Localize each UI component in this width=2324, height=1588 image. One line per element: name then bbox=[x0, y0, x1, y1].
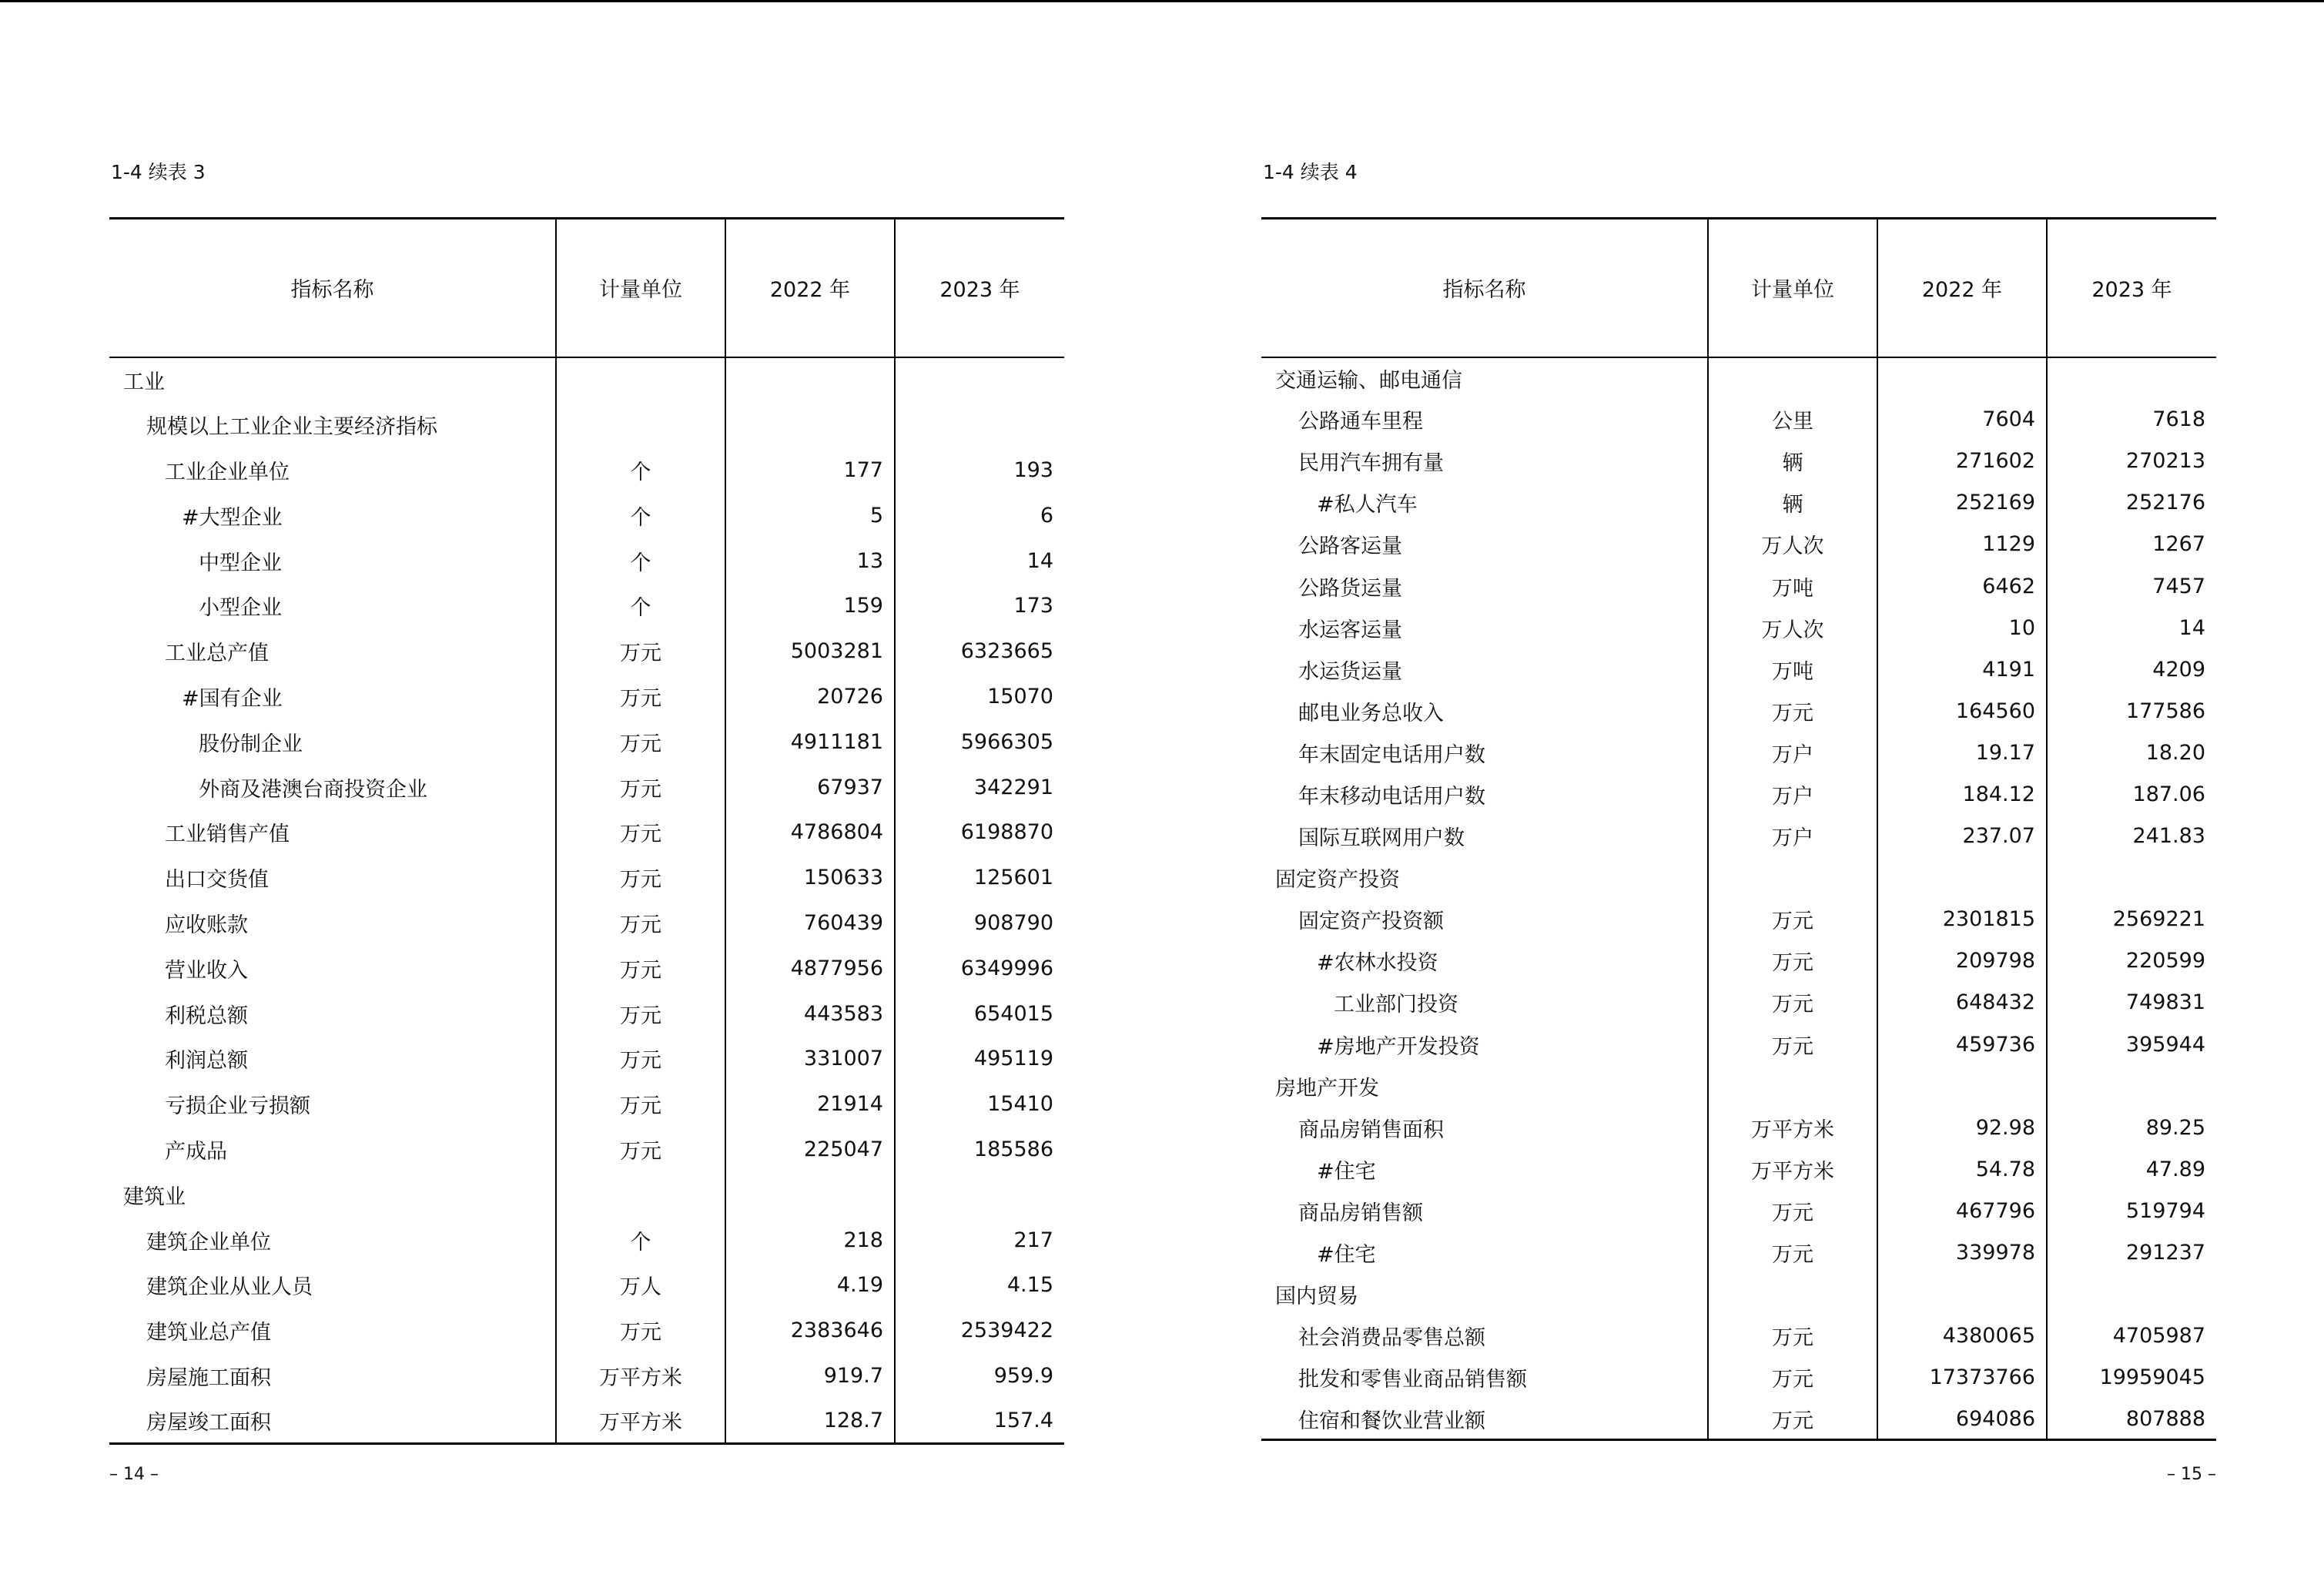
indicator-name-cell: 建筑业 bbox=[123, 1184, 186, 1209]
value-2023-cell bbox=[895, 357, 1064, 403]
unit-cell bbox=[556, 402, 725, 447]
unit-cell: 万户 bbox=[1708, 732, 1877, 773]
statistics-table bbox=[109, 217, 1064, 1445]
indicator-name-cell: 建筑业总产值 bbox=[146, 1321, 271, 1345]
value-2022-cell bbox=[725, 1172, 895, 1218]
value-2023-cell bbox=[895, 402, 1064, 447]
unit-cell: 辆 bbox=[1708, 482, 1877, 524]
unit-cell: 万元 bbox=[1708, 982, 1877, 1023]
value-2023-cell: 6 bbox=[895, 493, 1064, 538]
value-2022-cell: 331007 bbox=[725, 1036, 895, 1081]
unit-cell: 万元 bbox=[556, 991, 725, 1037]
table-row bbox=[109, 357, 1064, 403]
unit-cell: 万人 bbox=[556, 1262, 725, 1308]
value-2023-cell: 157.4 bbox=[895, 1399, 1064, 1444]
unit-cell: 万吨 bbox=[1708, 565, 1877, 607]
table-row bbox=[1261, 732, 2216, 773]
indicator-name-cell: 房屋竣工面积 bbox=[109, 1399, 556, 1444]
unit-cell bbox=[556, 357, 725, 403]
table-row bbox=[1261, 607, 2216, 648]
unit-cell: 万元 bbox=[556, 1308, 725, 1353]
indicator-name-cell: #大型企业 bbox=[182, 505, 283, 530]
indicator-name-cell: 固定资产投资额 bbox=[1298, 910, 1444, 934]
value-2022-cell: 4877956 bbox=[725, 946, 895, 991]
unit-cell bbox=[1708, 1274, 1877, 1315]
value-2023-cell: 18.20 bbox=[2047, 732, 2216, 773]
unit-cell: 万平方米 bbox=[1708, 1148, 1877, 1190]
table-row bbox=[1261, 482, 2216, 524]
table-header-row bbox=[109, 219, 1064, 357]
unit-cell: 万平方米 bbox=[1708, 1107, 1877, 1148]
table-row bbox=[109, 1399, 1064, 1444]
indicator-name-cell: 规模以上工业企业主要经济指标 bbox=[146, 415, 437, 440]
indicator-name-cell: 商品房销售面积 bbox=[1298, 1117, 1444, 1142]
value-2022-cell: 13 bbox=[725, 538, 895, 584]
indicator-name-cell: 年末移动电话用户数 bbox=[1298, 784, 1485, 809]
table-row bbox=[109, 1218, 1064, 1263]
indicator-name-cell: 工业部门投资 bbox=[1334, 993, 1458, 1017]
table-row bbox=[1261, 1231, 2216, 1273]
value-2023-cell: 6323665 bbox=[895, 628, 1064, 674]
indicator-name-cell: 股份制企业 bbox=[199, 732, 303, 756]
unit-cell: 万元 bbox=[1708, 1357, 1877, 1399]
indicator-name-cell: #住宅 bbox=[1317, 1243, 1376, 1268]
indicator-name-cell: 利税总额 bbox=[165, 1003, 248, 1028]
unit-cell: 公里 bbox=[1708, 399, 1877, 441]
table-row bbox=[1261, 1315, 2216, 1357]
table-body bbox=[1261, 357, 2216, 1440]
value-2022-cell bbox=[725, 402, 895, 447]
indicator-name-cell: 亏损企业亏损额 bbox=[165, 1094, 310, 1119]
table-row bbox=[109, 1127, 1064, 1172]
value-2023-cell: 959.9 bbox=[895, 1353, 1064, 1399]
table-row bbox=[109, 1262, 1064, 1308]
value-2022-cell: 10 bbox=[1877, 607, 2047, 648]
unit-cell: 万元 bbox=[556, 674, 725, 719]
value-2022-cell: 4911181 bbox=[725, 719, 895, 765]
value-2022-cell: 17373766 bbox=[1877, 1357, 2047, 1399]
value-2023-cell: 173 bbox=[895, 583, 1064, 628]
value-2022-cell: 694086 bbox=[1877, 1399, 2047, 1440]
indicator-name-cell: 房地产开发 bbox=[1275, 1076, 1379, 1101]
header-2023: 2023 年 bbox=[895, 219, 1064, 357]
value-2022-cell: 459736 bbox=[1877, 1023, 2047, 1065]
unit-cell: 万户 bbox=[1708, 816, 1877, 857]
value-2022-cell: 21914 bbox=[725, 1081, 895, 1127]
table-row bbox=[1261, 1065, 2216, 1107]
value-2023-cell: 342291 bbox=[895, 765, 1064, 810]
unit-cell: 万吨 bbox=[1708, 648, 1877, 690]
table-row bbox=[1261, 1148, 2216, 1190]
table-body bbox=[109, 357, 1064, 1444]
unit-cell: 辆 bbox=[1708, 441, 1877, 482]
table-row bbox=[109, 628, 1064, 674]
value-2022-cell: 339978 bbox=[1877, 1231, 2047, 1273]
unit-cell: 万元 bbox=[1708, 899, 1877, 940]
indicator-name-cell: 建筑企业单位 bbox=[146, 1230, 271, 1255]
value-2023-cell: 395944 bbox=[2047, 1023, 2216, 1065]
value-2022-cell: 184.12 bbox=[1877, 773, 2047, 815]
value-2023-cell: 7457 bbox=[2047, 565, 2216, 607]
value-2023-cell: 187.06 bbox=[2047, 773, 2216, 815]
indicator-name-cell: 工业企业单位 bbox=[165, 460, 290, 484]
table-row bbox=[109, 447, 1064, 493]
value-2022-cell: 20726 bbox=[725, 674, 895, 719]
value-2023-cell: 2569221 bbox=[2047, 899, 2216, 940]
indicator-name-cell: 社会消费品零售总额 bbox=[1298, 1326, 1485, 1351]
value-2023-cell: 495119 bbox=[895, 1036, 1064, 1081]
table-row bbox=[109, 900, 1064, 946]
value-2022-cell: 54.78 bbox=[1877, 1148, 2047, 1190]
indicator-name-cell: 固定资产投资 bbox=[1275, 868, 1400, 893]
table-row bbox=[1261, 648, 2216, 690]
unit-cell: 万平方米 bbox=[556, 1353, 725, 1399]
value-2023-cell: 185586 bbox=[895, 1127, 1064, 1172]
right-page bbox=[1261, 0, 2216, 1588]
table-row bbox=[109, 583, 1064, 628]
value-2023-cell bbox=[2047, 857, 2216, 899]
value-2023-cell: 19959045 bbox=[2047, 1357, 2216, 1399]
value-2022-cell: 467796 bbox=[1877, 1190, 2047, 1231]
value-2023-cell: 89.25 bbox=[2047, 1107, 2216, 1148]
value-2022-cell: 218 bbox=[725, 1218, 895, 1263]
indicator-name-cell: 水运货运量 bbox=[1298, 659, 1402, 684]
value-2023-cell: 15070 bbox=[895, 674, 1064, 719]
unit-cell: 万元 bbox=[556, 1081, 725, 1127]
table-row bbox=[1261, 816, 2216, 857]
table-row bbox=[1261, 1274, 2216, 1315]
indicator-name-cell: 国内贸易 bbox=[1275, 1285, 1358, 1309]
indicator-name-cell: 年末固定电话用户数 bbox=[1298, 742, 1485, 767]
unit-cell: 万元 bbox=[556, 719, 725, 765]
unit-cell: 个 bbox=[556, 447, 725, 493]
unit-cell: 万元 bbox=[556, 855, 725, 900]
value-2022-cell: 177 bbox=[725, 447, 895, 493]
value-2022-cell: 252169 bbox=[1877, 482, 2047, 524]
unit-cell: 万元 bbox=[1708, 1023, 1877, 1065]
value-2022-cell bbox=[1877, 857, 2047, 899]
indicator-name-cell: 邮电业务总收入 bbox=[1298, 701, 1444, 725]
value-2022-cell: 19.17 bbox=[1877, 732, 2047, 773]
value-2022-cell: 128.7 bbox=[725, 1399, 895, 1444]
header-2022: 2022 年 bbox=[725, 219, 895, 357]
value-2023-cell: 2539422 bbox=[895, 1308, 1064, 1353]
value-2023-cell: 4209 bbox=[2047, 648, 2216, 690]
value-2022-cell: 92.98 bbox=[1877, 1107, 2047, 1148]
value-2022-cell bbox=[1877, 357, 2047, 399]
table-row bbox=[1261, 690, 2216, 732]
unit-cell bbox=[556, 1172, 725, 1218]
value-2022-cell: 209798 bbox=[1877, 940, 2047, 982]
value-2023-cell: 217 bbox=[895, 1218, 1064, 1263]
value-2023-cell: 4705987 bbox=[2047, 1315, 2216, 1357]
table-row bbox=[109, 1172, 1064, 1218]
value-2022-cell: 648432 bbox=[1877, 982, 2047, 1023]
unit-cell bbox=[1708, 357, 1877, 399]
header-unit: 计量单位 bbox=[556, 219, 725, 357]
value-2023-cell: 749831 bbox=[2047, 982, 2216, 1023]
value-2022-cell: 6462 bbox=[1877, 565, 2047, 607]
indicator-name-cell: 营业收入 bbox=[165, 958, 248, 983]
indicator-name-cell: 交通运输、邮电通信 bbox=[1275, 368, 1462, 393]
value-2022-cell: 5003281 bbox=[725, 628, 895, 674]
indicator-name-cell: 利润总额 bbox=[165, 1049, 248, 1074]
indicator-name-cell: 水运客运量 bbox=[1298, 618, 1402, 642]
header-indicator-name: 指标名称 bbox=[1261, 219, 1708, 357]
value-2022-cell: 2383646 bbox=[725, 1308, 895, 1353]
unit-cell: 万元 bbox=[556, 946, 725, 991]
value-2023-cell: 291237 bbox=[2047, 1231, 2216, 1273]
value-2022-cell: 271602 bbox=[1877, 441, 2047, 482]
indicator-name-cell: 商品房销售额 bbox=[1298, 1201, 1423, 1225]
table-row bbox=[1261, 1399, 2216, 1440]
value-2022-cell: 919.7 bbox=[725, 1353, 895, 1399]
indicator-name-cell: 中型企业 bbox=[199, 551, 282, 575]
table-row bbox=[109, 1036, 1064, 1081]
indicator-name-cell: #住宅 bbox=[1317, 1159, 1376, 1184]
value-2022-cell: 164560 bbox=[1877, 690, 2047, 732]
value-2022-cell: 4191 bbox=[1877, 648, 2047, 690]
indicator-name-cell: 公路客运量 bbox=[1298, 534, 1402, 559]
indicator-name-cell: 国际互联网用户数 bbox=[1298, 826, 1465, 851]
table-row bbox=[109, 765, 1064, 810]
table-row bbox=[1261, 1357, 2216, 1399]
value-2022-cell: 5 bbox=[725, 493, 895, 538]
indicator-name-cell: 产成品 bbox=[165, 1139, 227, 1164]
value-2023-cell: 220599 bbox=[2047, 940, 2216, 982]
table-row bbox=[1261, 441, 2216, 482]
table-row bbox=[1261, 857, 2216, 899]
indicator-name-cell: #私人汽车 bbox=[1317, 493, 1418, 518]
indicator-name-cell: 公路货运量 bbox=[1298, 576, 1402, 601]
value-2022-cell bbox=[1877, 1274, 2047, 1315]
value-2023-cell bbox=[2047, 1065, 2216, 1107]
value-2023-cell: 1267 bbox=[2047, 524, 2216, 565]
unit-cell: 万平方米 bbox=[556, 1399, 725, 1444]
header-indicator-name: 指标名称 bbox=[109, 219, 556, 357]
table-row bbox=[109, 674, 1064, 719]
table-caption: 1-4 续表 4 bbox=[1263, 161, 1358, 183]
unit-cell: 万户 bbox=[1708, 773, 1877, 815]
unit-cell: 万元 bbox=[556, 1036, 725, 1081]
value-2022-cell: 237.07 bbox=[1877, 816, 2047, 857]
table-header-row bbox=[1261, 219, 2216, 357]
table-row bbox=[109, 1308, 1064, 1353]
indicator-name-cell: 工业 bbox=[123, 370, 165, 394]
indicator-name-cell: 住宿和餐饮业营业额 bbox=[1261, 1399, 1708, 1440]
unit-cell: 万元 bbox=[1708, 1399, 1877, 1440]
unit-cell bbox=[1708, 857, 1877, 899]
value-2023-cell: 654015 bbox=[895, 991, 1064, 1037]
indicator-name-cell: #农林水投资 bbox=[1317, 951, 1438, 976]
indicator-name-cell: #国有企业 bbox=[182, 686, 283, 711]
table-row bbox=[109, 493, 1064, 538]
table-row bbox=[109, 1353, 1064, 1399]
unit-cell: 万元 bbox=[1708, 940, 1877, 982]
unit-cell: 万元 bbox=[556, 765, 725, 810]
value-2023-cell: 4.15 bbox=[895, 1262, 1064, 1308]
value-2023-cell: 908790 bbox=[895, 900, 1064, 946]
value-2023-cell: 193 bbox=[895, 447, 1064, 493]
value-2022-cell: 4786804 bbox=[725, 809, 895, 855]
value-2023-cell: 15410 bbox=[895, 1081, 1064, 1127]
indicator-name-cell: 建筑企业从业人员 bbox=[146, 1275, 313, 1300]
value-2023-cell: 5966305 bbox=[895, 719, 1064, 765]
value-2023-cell: 177586 bbox=[2047, 690, 2216, 732]
value-2022-cell: 1129 bbox=[1877, 524, 2047, 565]
header-2023: 2023 年 bbox=[2047, 219, 2216, 357]
table-row bbox=[1261, 399, 2216, 441]
table-row bbox=[1261, 899, 2216, 940]
unit-cell: 万人次 bbox=[1708, 607, 1877, 648]
value-2023-cell: 14 bbox=[2047, 607, 2216, 648]
unit-cell: 万人次 bbox=[1708, 524, 1877, 565]
value-2022-cell: 67937 bbox=[725, 765, 895, 810]
value-2022-cell: 2301815 bbox=[1877, 899, 2047, 940]
unit-cell: 万元 bbox=[556, 1127, 725, 1172]
table-row bbox=[1261, 773, 2216, 815]
indicator-name-cell: 小型企业 bbox=[199, 596, 282, 621]
value-2023-cell: 6349996 bbox=[895, 946, 1064, 991]
unit-cell: 万元 bbox=[1708, 1315, 1877, 1357]
table-row bbox=[109, 991, 1064, 1037]
table-row bbox=[1261, 1107, 2216, 1148]
value-2022-cell: 4380065 bbox=[1877, 1315, 2047, 1357]
table-row bbox=[109, 809, 1064, 855]
indicator-name-cell: 房屋施工面积 bbox=[146, 1365, 271, 1390]
value-2022-cell bbox=[725, 357, 895, 403]
table-row bbox=[1261, 940, 2216, 982]
unit-cell: 个 bbox=[556, 1218, 725, 1263]
header-2022: 2022 年 bbox=[1877, 219, 2047, 357]
value-2022-cell: 760439 bbox=[725, 900, 895, 946]
value-2023-cell bbox=[2047, 1274, 2216, 1315]
unit-cell: 万元 bbox=[1708, 1190, 1877, 1231]
unit-cell: 万元 bbox=[556, 628, 725, 674]
unit-cell: 万元 bbox=[1708, 690, 1877, 732]
value-2022-cell: 150633 bbox=[725, 855, 895, 900]
table-row bbox=[1261, 1023, 2216, 1065]
indicator-name-cell: 民用汽车拥有量 bbox=[1298, 451, 1444, 476]
indicator-name-cell: 出口交货值 bbox=[165, 868, 269, 893]
table-row bbox=[109, 946, 1064, 991]
left-page bbox=[109, 0, 1064, 1588]
value-2023-cell: 7618 bbox=[2047, 399, 2216, 441]
table-row bbox=[1261, 357, 2216, 399]
value-2023-cell: 6198870 bbox=[895, 809, 1064, 855]
unit-cell: 万元 bbox=[556, 809, 725, 855]
indicator-name-cell: 批发和零售业商品销售额 bbox=[1298, 1368, 1527, 1392]
table-row bbox=[109, 719, 1064, 765]
value-2023-cell: 270213 bbox=[2047, 441, 2216, 482]
indicator-name-cell: 公路通车里程 bbox=[1298, 410, 1423, 434]
unit-cell: 万元 bbox=[556, 900, 725, 946]
page-number: – 14 – bbox=[109, 1465, 159, 1484]
statistics-table bbox=[1261, 217, 2216, 1441]
unit-cell: 个 bbox=[556, 538, 725, 584]
table-row bbox=[1261, 1190, 2216, 1231]
page-number: – 15 – bbox=[2167, 1465, 2216, 1484]
table-row bbox=[1261, 565, 2216, 607]
value-2023-cell: 14 bbox=[895, 538, 1064, 584]
value-2023-cell: 241.83 bbox=[2047, 816, 2216, 857]
table-row bbox=[109, 855, 1064, 900]
indicator-name-cell: #房地产开发投资 bbox=[1317, 1034, 1480, 1059]
value-2022-cell: 159 bbox=[725, 583, 895, 628]
table-row bbox=[109, 1081, 1064, 1127]
table-row bbox=[1261, 982, 2216, 1023]
indicator-name-cell: 工业销售产值 bbox=[165, 822, 290, 847]
value-2023-cell: 807888 bbox=[2047, 1399, 2216, 1440]
value-2022-cell: 7604 bbox=[1877, 399, 2047, 441]
value-2022-cell: 4.19 bbox=[725, 1262, 895, 1308]
value-2022-cell: 225047 bbox=[725, 1127, 895, 1172]
value-2023-cell bbox=[895, 1172, 1064, 1218]
unit-cell bbox=[1708, 1065, 1877, 1107]
header-unit: 计量单位 bbox=[1708, 219, 1877, 357]
table-row bbox=[1261, 524, 2216, 565]
table-row bbox=[109, 402, 1064, 447]
table-caption: 1-4 续表 3 bbox=[111, 161, 206, 183]
value-2023-cell: 47.89 bbox=[2047, 1148, 2216, 1190]
unit-cell: 万元 bbox=[1708, 1231, 1877, 1273]
value-2023-cell: 252176 bbox=[2047, 482, 2216, 524]
value-2023-cell bbox=[2047, 357, 2216, 399]
table-row bbox=[109, 538, 1064, 584]
value-2023-cell: 519794 bbox=[2047, 1190, 2216, 1231]
indicator-name-cell: 工业总产值 bbox=[165, 642, 269, 666]
indicator-name-cell: 应收账款 bbox=[165, 913, 248, 937]
unit-cell: 个 bbox=[556, 493, 725, 538]
value-2023-cell: 125601 bbox=[895, 855, 1064, 900]
value-2022-cell: 443583 bbox=[725, 991, 895, 1037]
unit-cell: 个 bbox=[556, 583, 725, 628]
value-2022-cell bbox=[1877, 1065, 2047, 1107]
indicator-name-cell: 外商及港澳台商投资企业 bbox=[199, 777, 427, 802]
